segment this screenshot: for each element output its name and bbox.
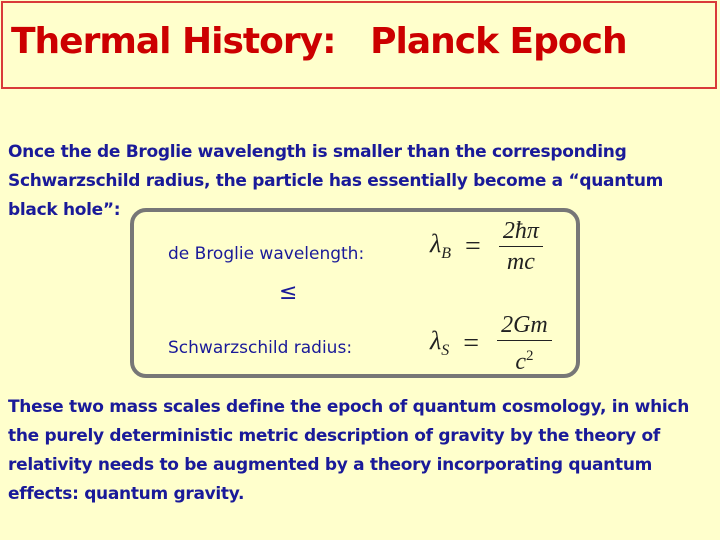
- debroglie-numerator: 2ħπ: [499, 216, 543, 247]
- schwarzschild-numerator: 2Gm: [497, 310, 552, 341]
- schwarzschild-equation: [430, 310, 552, 377]
- debroglie-lambda: $\lambda_B$: [430, 229, 452, 263]
- schwarzschild-label: Schwarzschild radius:: [168, 338, 353, 358]
- schwarzschild-equals: =: [463, 327, 480, 359]
- debroglie-equation: [430, 216, 543, 277]
- debroglie-fraction: [499, 216, 543, 277]
- conclusion-paragraph: These two mass scales define the epoch of quantum cosmology, in which the purely deterministic metric description of gravity by the theory of relativity needs to be augmented by a theory incorporating quantum effects: quantum gravity.: [8, 397, 689, 504]
- formula-box: [130, 208, 580, 378]
- debroglie-label: de Broglie wavelength:: [168, 244, 365, 264]
- slide-title: Thermal History: Planck Epoch: [11, 21, 627, 62]
- schwarzschild-denominator: $c^2$: [515, 348, 534, 375]
- debroglie-equals: =: [465, 230, 481, 262]
- debroglie-denominator: mc: [506, 249, 535, 275]
- schwarzschild-fraction: [497, 310, 552, 377]
- intro-paragraph: Once the de Broglie wavelength is smaller than the corresponding Schwarzschild radius, the particle has essentially become a “quantum black hole”:: [8, 142, 664, 220]
- less-equal-symbol: ≤: [279, 280, 298, 305]
- schwarzschild-lambda: $\lambda_S$: [430, 326, 450, 360]
- title-box: [1, 1, 717, 89]
